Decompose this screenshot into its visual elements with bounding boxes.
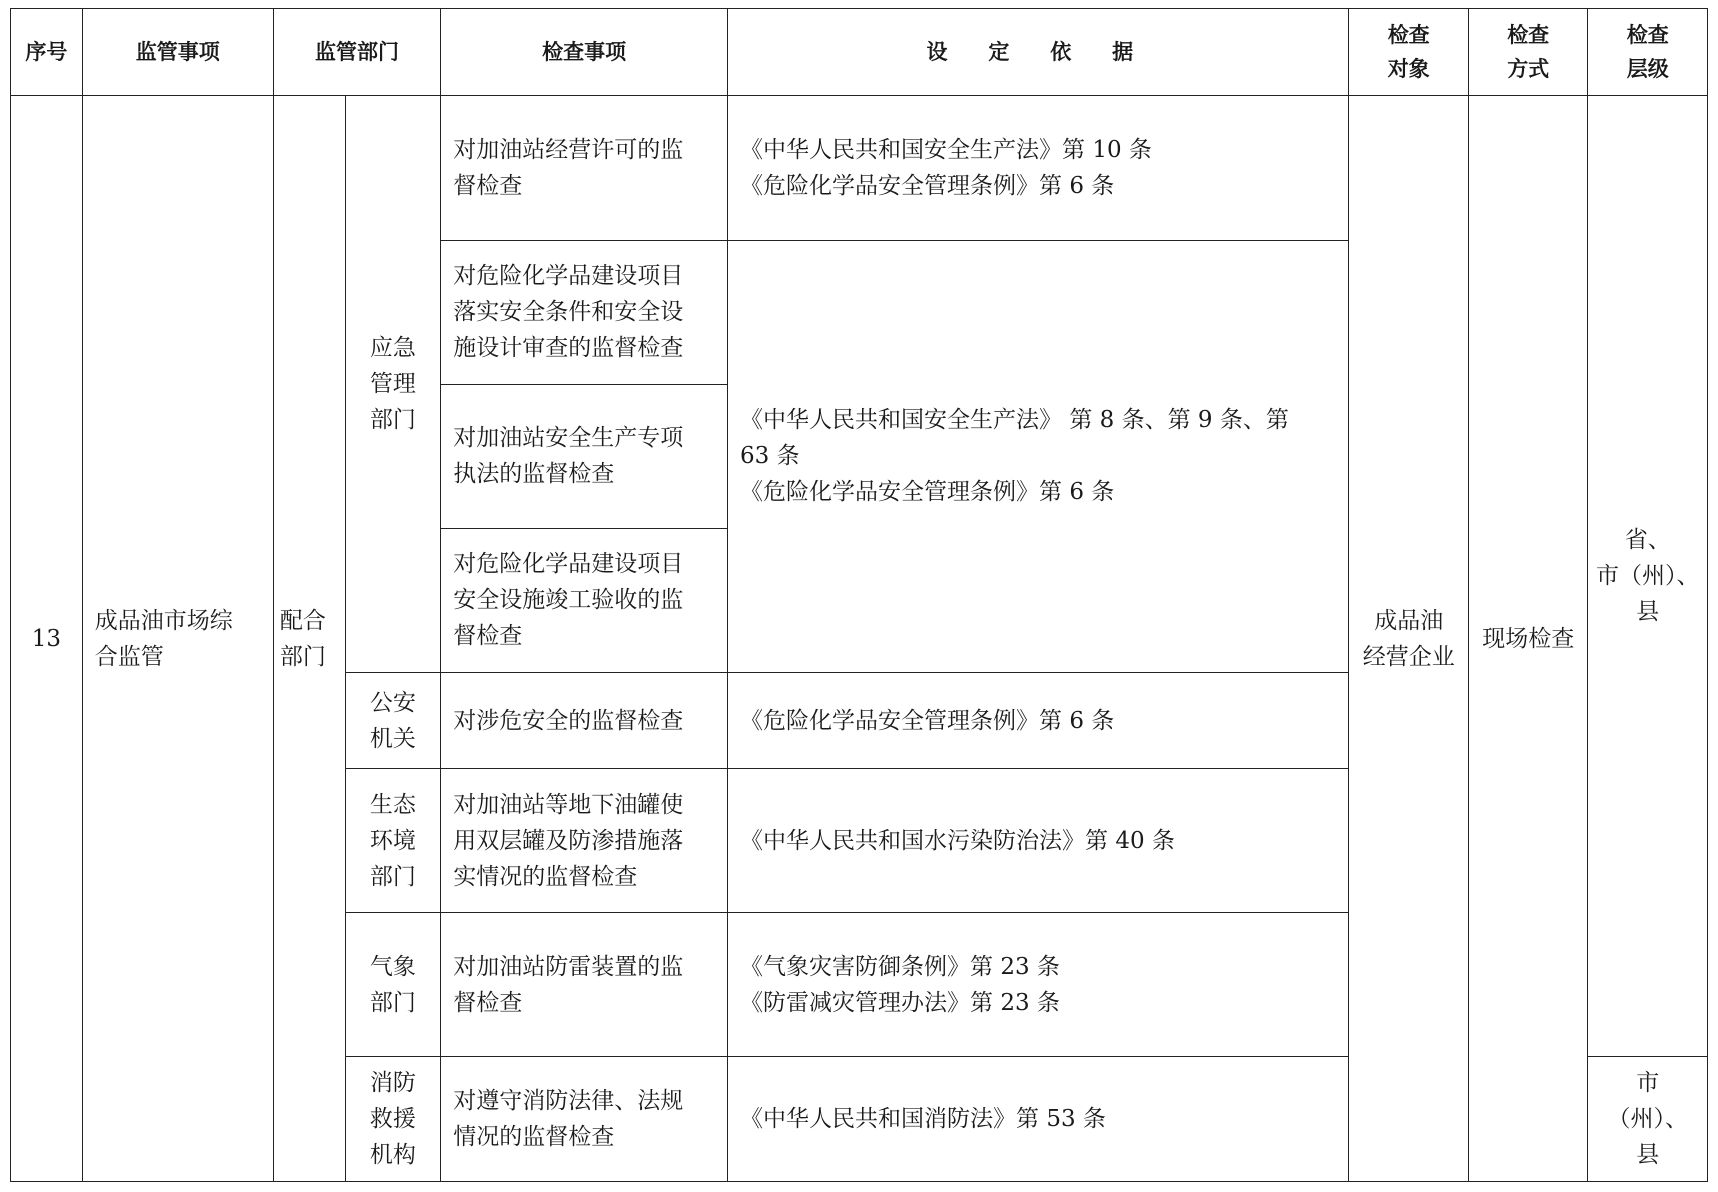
check-line: 对加油站安全生产专项 [453,425,684,452]
table-row [11,96,1708,240]
basis-line: 《中华人民共和国安全生产法》第 10 条 [740,136,1152,163]
header-level-line: 层级 [1626,57,1669,82]
header-basis: 设 定 依 据 [728,9,1349,96]
target-line: 经营企业 [1362,643,1455,670]
check-line: 督检查 [453,172,523,199]
method-cell: 现场检查 [1468,96,1588,1182]
dept-eco [345,769,441,913]
check-line: 执法的监督检查 [453,461,615,488]
check-line: 对加油站经营许可的监 [453,136,684,163]
dept-fire [345,1057,441,1182]
dept-role-cell [273,96,345,1182]
header-target-line: 检查 [1387,23,1430,48]
check-line: 对涉危安全的监督检查 [453,707,684,734]
check-line: 情况的监督检查 [453,1124,615,1151]
check-item [441,769,728,913]
seq-cell: 13 [11,96,83,1182]
basis-cell [728,1057,1349,1182]
level-line: 市 [1636,1070,1660,1097]
level-cell [1588,1057,1708,1182]
check-line: 用双层罐及防渗措施落 [453,827,684,854]
basis-cell [728,240,1349,672]
dept-line: 公安 [369,689,416,716]
level-line: 省、 [1624,527,1671,554]
check-item [441,1057,728,1182]
regulation-table [10,8,1708,1182]
basis-cell [728,913,1349,1057]
basis-line: 63 条 [740,443,800,470]
check-item [441,240,728,384]
level-line: 县 [1636,1142,1660,1169]
dept-line: 生态 [369,791,416,818]
level-line: 县 [1636,599,1660,626]
dept-line: 机关 [369,725,416,752]
dept-line: 应急 [369,335,416,362]
header-target [1349,9,1469,96]
dept-line: 部门 [369,863,416,890]
check-line: 施设计审查的监督检查 [453,335,684,362]
target-cell [1349,96,1469,1182]
header-level [1588,9,1708,96]
basis-line: 《危险化学品安全管理条例》第 6 条 [740,707,1115,734]
header-level-line: 检查 [1626,23,1669,48]
check-item [441,96,728,240]
check-line: 对危险化学品建设项目 [453,263,684,290]
basis-line: 《危险化学品安全管理条例》第 6 条 [740,172,1115,199]
supervision-item-line: 合监管 [94,643,164,670]
check-line: 对遵守消防法律、法规 [453,1088,684,1115]
dept-role-line: 配合 [279,607,326,634]
check-line: 实情况的监督检查 [453,863,638,890]
header-row [11,9,1708,96]
level-line: （州）、 [1607,1106,1688,1133]
header-check-item: 检查事项 [441,9,728,96]
basis-cell [728,672,1349,768]
dept-line: 救援 [369,1106,416,1133]
check-line: 安全设施竣工验收的监 [453,587,684,614]
dept-line: 管理 [369,371,416,398]
check-line: 督检查 [453,989,523,1016]
basis-line: 《中华人民共和国水污染防治法》第 40 条 [740,827,1175,854]
dept-line: 机构 [369,1142,416,1169]
header-item: 监管事项 [82,9,273,96]
check-line: 落实安全条件和安全设 [453,299,684,326]
header-seq: 序号 [11,9,83,96]
check-item [441,672,728,768]
basis-cell [728,96,1349,240]
basis-line: 《中华人民共和国消防法》第 53 条 [740,1106,1106,1133]
basis-cell [728,769,1349,913]
header-target-line: 对象 [1387,57,1430,82]
dept-line: 环境 [369,827,416,854]
basis-line: 《气象灾害防御条例》第 23 条 [740,953,1060,980]
dept-emergency [345,96,441,673]
dept-police [345,672,441,768]
dept-line: 部门 [369,407,416,434]
check-line: 对危险化学品建设项目 [453,551,684,578]
basis-line: 《防雷减灾管理办法》第 23 条 [740,989,1060,1016]
header-method-line: 方式 [1507,57,1550,82]
level-line: 市（州）、 [1595,563,1700,590]
dept-line: 气象 [369,953,416,980]
check-item [441,384,728,528]
supervision-item-line: 成品油市场综 [94,607,233,634]
check-line: 对加油站等地下油罐使 [453,791,684,818]
target-line: 成品油 [1374,607,1444,634]
header-method-line: 检查 [1507,23,1550,48]
check-line: 督检查 [453,623,523,650]
check-line: 对加油站防雷装置的监 [453,953,684,980]
dept-weather [345,913,441,1057]
header-method [1468,9,1588,96]
check-item [441,913,728,1057]
basis-line: 《危险化学品安全管理条例》第 6 条 [740,479,1115,506]
supervision-item-cell [82,96,273,1182]
level-cell [1588,96,1708,1057]
header-dept: 监管部门 [273,9,440,96]
check-item [441,528,728,672]
dept-role-line: 部门 [279,643,326,670]
basis-line: 《中华人民共和国安全生产法》 第 8 条、第 9 条、第 [740,407,1289,434]
dept-line: 消防 [369,1070,416,1097]
dept-line: 部门 [369,989,416,1016]
